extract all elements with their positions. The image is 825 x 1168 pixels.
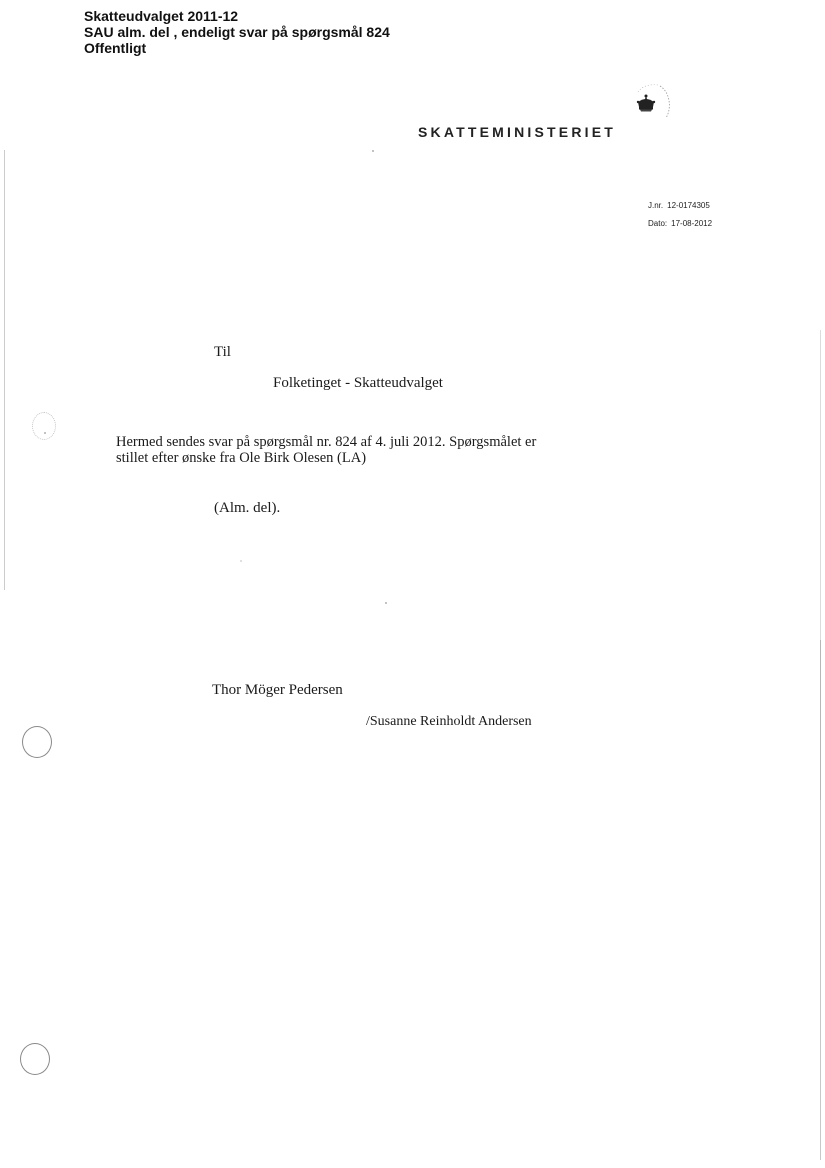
question-category: (Alm. del). [214,500,281,516]
crown-icon [630,82,674,126]
recipient: Folketinget - Skatteudvalget [273,375,443,391]
body-line-1: Hermed sendes svar på spørgsmål nr. 824 af 4. juli 2012. Spørgsmålet er [116,434,537,450]
scan-speck [385,602,387,604]
date-label: Dato: [648,219,668,228]
document-subject: SAU alm. del , endeligt svar på spørgsmål 824 [84,24,390,40]
committee-title: Skatteudvalget 2011-12 [84,8,239,24]
punch-hole-top [32,412,56,440]
punch-hole-middle [22,726,52,758]
scan-edge-right-lower [820,640,821,1160]
scan-speck [372,150,374,152]
letter-date [648,215,712,233]
journal-number-value: 12-0174305 [667,201,710,210]
letter-body [116,434,576,466]
scan-speck [240,560,242,562]
scan-edge-left [4,150,5,590]
signatory-name: Thor Möger Pedersen [212,682,343,698]
punch-hole-bottom [20,1043,50,1075]
salutation: Til [214,344,231,360]
scan-speck [44,432,46,434]
reference-block [648,197,712,233]
journal-number-label: J.nr. [648,201,664,210]
co-signatory-name: /Susanne Reinholdt Andersen [366,714,532,729]
date-value: 17-08-2012 [671,219,713,228]
document-header [84,8,390,56]
journal-number [648,197,712,215]
ministry-logo-text: SKATTEMINISTERIET [418,124,617,140]
publicity-status: Offentligt [84,40,147,56]
body-line-2: stillet efter ønske fra Ole Birk Olesen (LA) [116,450,367,466]
